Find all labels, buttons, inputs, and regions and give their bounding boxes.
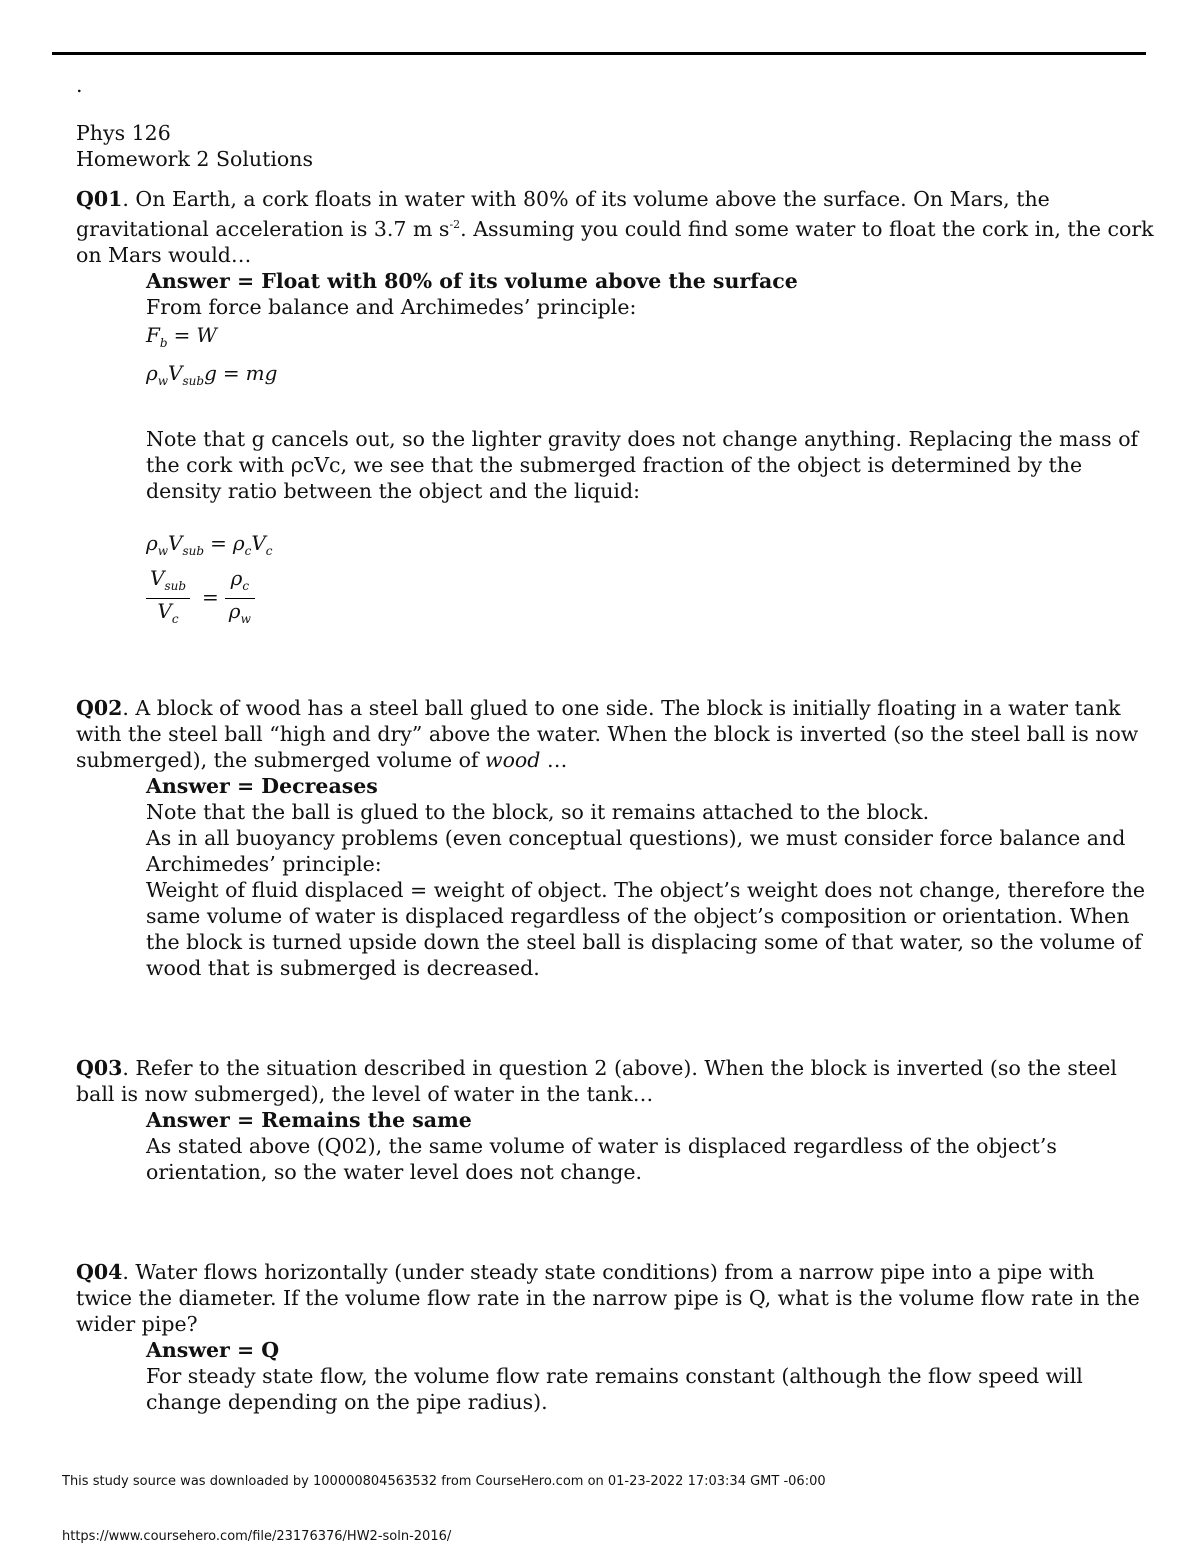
q2-question: Q02. A block of wood has a steel ball glued to one side. The block is initially floating in a water tank with the steel ball “high and dry” above the water. When the block is inverted (so the steel ball is now submerged), the submerged volume of wood … [76,695,1139,772]
q3-label: Q03 [76,1055,123,1080]
q2-line3: Weight of fluid displaced = weight of object. The object’s weight does not change, therefore the same volume of water is displaced regardless of the object’s composition or orientation. When the block is turned upside down the steel ball is displacing some of that water, so the volume of wood that is submerged is decreased. [146,877,1146,980]
q4-line1: For steady state flow, the volume flow rate remains constant (although the flow speed will change depending on the pipe radius). [146,1363,1083,1414]
q1-answer: Answer = Float with 80% of its volume above the surface [146,268,798,293]
leading-dot: . [76,73,83,97]
q2-answer: Answer = Decreases [146,773,378,798]
q4-question: Q04. Water flows horizontally (under steady state conditions) from a narrow pipe into a pipe with twice the diameter. If the volume flow rate in the narrow pipe is Q, what is the volume flow rate in the wider pipe? [76,1259,1140,1336]
q2-label: Q02 [76,695,123,720]
q3-line1: As stated above (Q02), the same volume of water is displaced regardless of the object’s orientation, so the water level does not change. [146,1133,1057,1184]
q4-answer: Answer = Q [146,1337,280,1362]
question-2 [76,695,1156,981]
q1-note: Note that g cancels out, so the lighter gravity does not change anything. Replacing the mass of the cork with ρcVc, we see that the submerged fraction of the object is determined by the density ratio between the object and the liquid: [146,426,1139,503]
q3-question: Q03. Refer to the situation described in question 2 (above). When the block is inverted (so the steel ball is now submerged), the level of water in the tank… [76,1055,1117,1106]
course-name: Phys 126 [76,121,171,145]
question-1 [76,186,1156,631]
q2-line2: As in all buoyancy problems (even conceptual questions), we must consider force balance and Archimedes’ principle: [146,825,1126,876]
q1-label: Q01 [76,187,123,211]
document-title: Homework 2 Solutions [76,147,313,171]
q3-answer: Answer = Remains the same [146,1107,472,1132]
q1-equation-1: $F_b = W$ [146,322,217,350]
top-rule [52,52,1146,55]
q1-equation-2: $\rho_wV_{sub}g$ = mg [146,360,278,388]
question-4 [76,1259,1156,1415]
source-url[interactable]: https://www.coursehero.com/file/23176376/HW2-soln-2016/ [62,1529,452,1544]
question-3 [76,1055,1156,1185]
q2-line1: Note that the ball is glued to the block, so it remains attached to the block. [146,799,930,824]
download-source-note: This study source was downloaded by 100000804563532 from CourseHero.com on 01-23-2022 17:03:34 GMT -06:00 [62,1474,826,1489]
q1-equation-4: $\frac{V_{sub}}{V_c}$ = $\frac{\rho_c}{\rho_w}$ [146,566,1156,631]
document-body [76,72,1156,1415]
q1-equation-3: $\rho_wV_{sub} = \rho_cV_c$ [146,530,273,558]
q1-question: Q01. On Earth, a cork floats in water with 80% of its volume above the surface. On Mars, the gravitational acceleration is 3.7 m $s^{-2}$. Assuming you could find some water to float the cork in, the cork on Mars would… [76,187,1154,267]
q1-line1: From force balance and Archimedes’ principle: [146,294,637,319]
q4-label: Q04 [76,1259,123,1284]
